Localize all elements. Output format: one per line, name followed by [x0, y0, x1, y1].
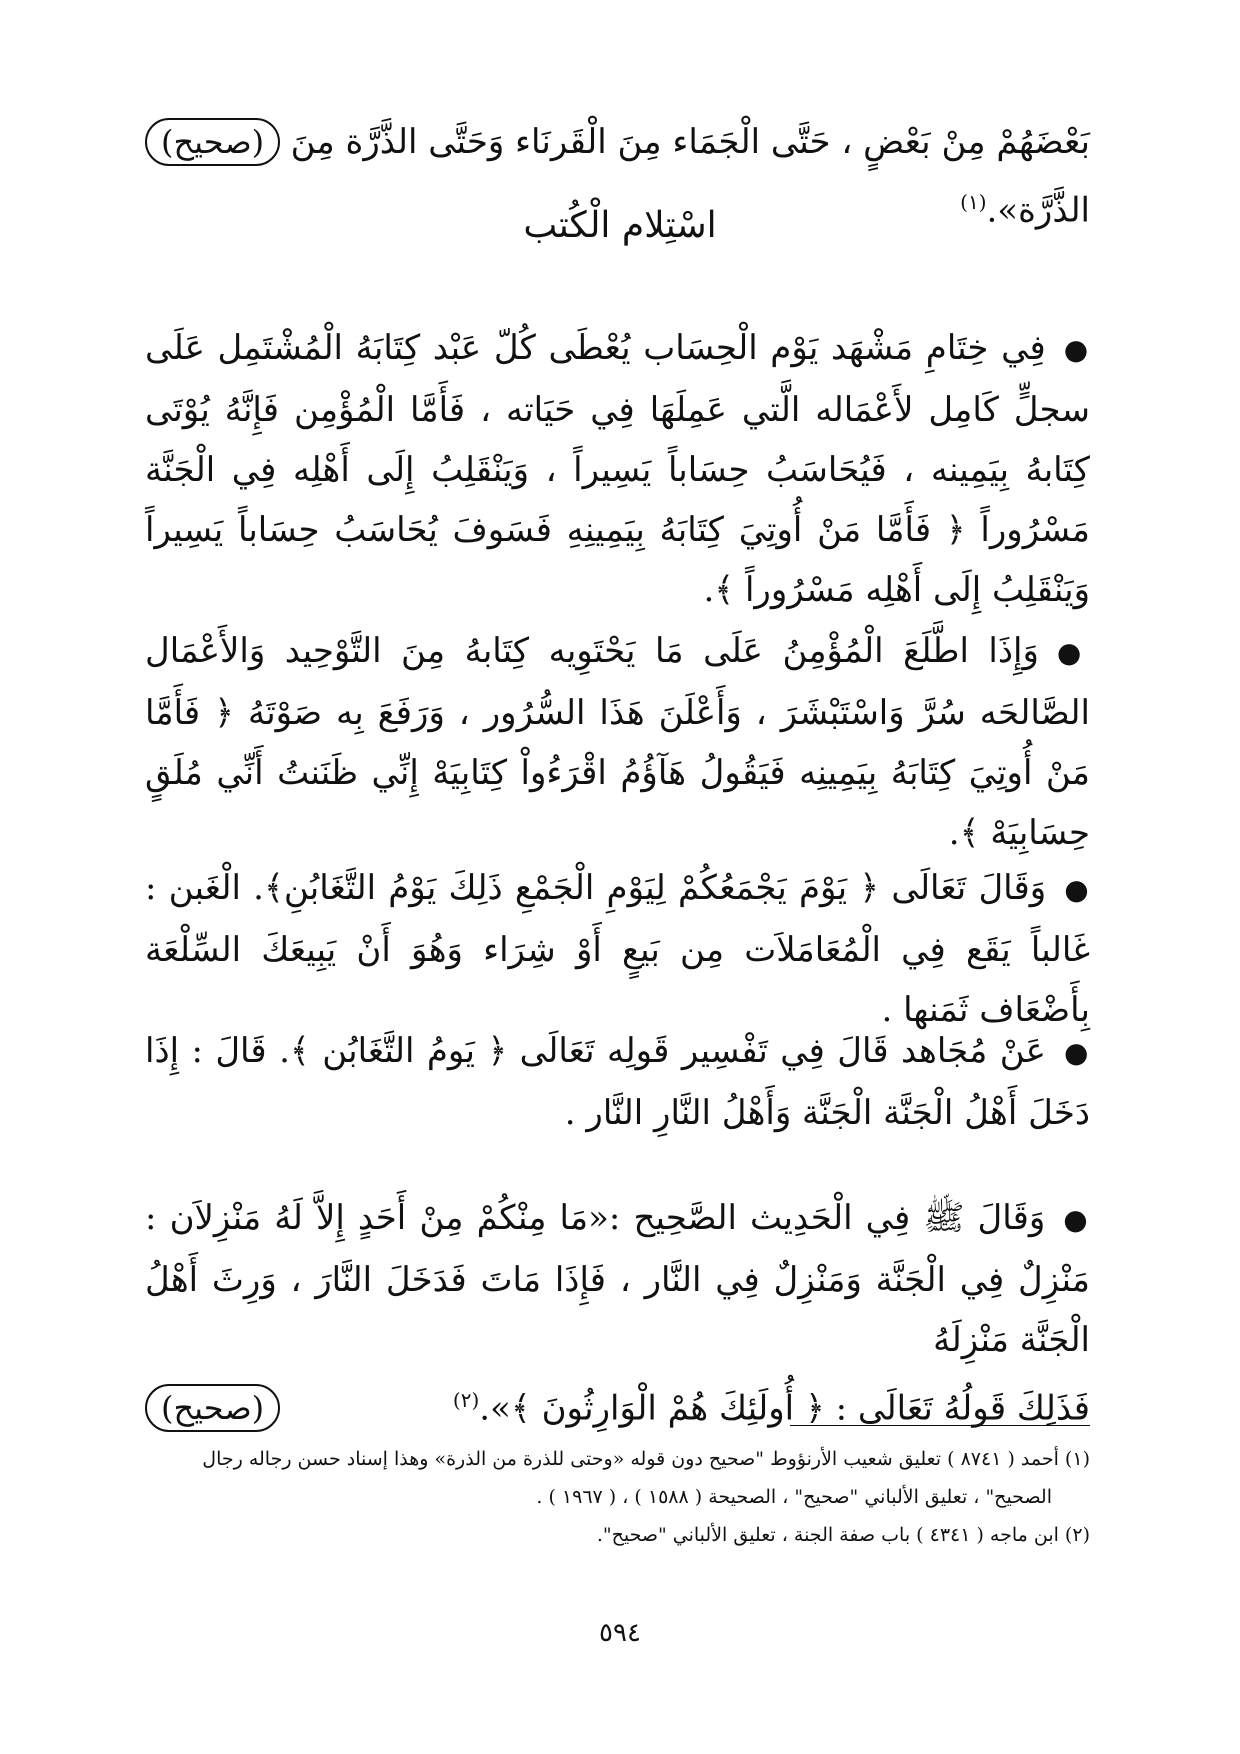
paragraph-5-closing — [453, 1370, 1090, 1438]
paragraph-1 — [145, 318, 1090, 620]
paragraph-3 — [145, 858, 1090, 1040]
bullet-icon: ● — [1063, 333, 1090, 366]
footnote-2: (٢) ابن ماجه ( ٤٣٤١ ) باب صفة الجنة ، تعليق الألباني "صحيح". — [596, 1524, 1090, 1546]
footnotes — [145, 1440, 1090, 1554]
section-title: اسْتِلام الْكُتب — [523, 205, 717, 246]
footnote-ref-1[interactable]: (١) — [960, 190, 987, 214]
paragraph-5-last-line — [145, 1370, 1090, 1438]
paragraph-text: وَقَالَ ﷺ فِي الْحَدِيث الصَّحِيح :«مَا مِنْكُمْ مِنْ أَحَدٍ إِلاَّ لَهُ مَنْزِلاَن : مَنْزِلٌ فِي الْجَنَّة وَمَنْزِلٌ فِي النَّار ، فَإِذَا مَاتَ فَدَخَلَ النَّارَ ، وَرِثَ أَهْلُ الْجَنَّة مَنْزِلَهُ — [145, 1198, 1090, 1360]
footnote-1: (١) أحمد ( ٨٧٤١ ) تعليق شعيب الأرنؤوط "صحيح دون قوله «وحتى للذرة من الذرة» وهذا إسناد حسن رجاله رجال — [202, 1448, 1090, 1470]
paragraph-4 — [145, 1021, 1090, 1143]
paragraph-text: وَإِذَا اطَّلَعَ الْمُؤْمِنُ عَلَى مَا يَحْتَوِيه كِتَابهُ مِنَ التَّوْحِيد وَالأَعْمَال الصَّالحَه سُرَّ وَاسْتَبْشَرَ ، وَأَعْلَنَ هَذَا السُّرُور ، وَرَفَعَ بِه صَوْتَهُ ﴿ فَأَمَّا مَنْ أُوتِيَ كِتَابَهُ بِيَمِينِه فَيَقُولُ هَآؤُمُ اقْرَءُواْ كِتَابِيَهْ إِنِّي ظَنَنتُ أَنِّي مُلَقٍ حِسَابِيَهْ ﴾. — [145, 631, 1090, 853]
page-number: ٥٩٤ — [599, 1618, 641, 1648]
closing-quote: فَذَلِكَ قَولُهُ تَعَالَى : ﴿ أُولَئِكَ هُمْ الْوَارِثُونَ ﴾». — [479, 1388, 1090, 1429]
paragraph-text: وَقَالَ تَعَالَى ﴿ يَوْمَ يَجْمَعُكُمْ لِيَوْمِ الْجَمْعِ ذَلِكَ يَوْمُ التَّغَابُنِ﴾. الْغَبن : غَالباً يَقَع فِي الْمُعَامَلاَت مِن بَيعٍ أَوْ شِرَاء وَهُوَ أَنْ يَبِيعَكَ السِّلْعَة بِأَضْعَاف ثَمَنها . — [145, 868, 1090, 1030]
paragraph-2 — [145, 621, 1090, 863]
paragraph-5 — [145, 1188, 1090, 1438]
bullet-icon: ● — [1056, 636, 1090, 669]
bullet-icon: ● — [1063, 1203, 1091, 1236]
footnote-divider — [790, 1425, 1090, 1426]
footnote-1-continued: الصحيح" ، تعليق الألباني "صحيح" ، الصحيحة ( ١٥٨٨ ) ، ( ١٩٦٧ ) . — [536, 1486, 1052, 1508]
continuation-quote: بَعْضَهُمْ مِنْ بَعْضٍ ، حَتَّى الْجَمَاء مِنَ الْقَرنَاء وَحَتَّى الذَّرَّة مِنَ الذَّرَّة». — [290, 122, 1090, 231]
paragraph-text: عَنْ مُجَاهد قَالَ فِي تَفْسِير قَولِه تَعَالَى ﴿ يَومُ التَّغَابُن ﴾. قَالَ : إِذَا دَخَلَ أَهْلُ الْجَنَّة الْجَنَّة وَأَهْلُ النَّارِ النَّار . — [145, 1031, 1090, 1133]
footnote-ref-2[interactable]: (٢) — [452, 1388, 480, 1412]
grade-badge: (صحيح) — [145, 118, 280, 166]
grade-badge: (صحيح) — [145, 1384, 280, 1432]
bullet-icon: ● — [1063, 1036, 1091, 1069]
bullet-icon: ● — [1064, 873, 1091, 906]
paragraph-text: فِي خِتَامِ مَشْهَد يَوْم الْحِسَاب يُعْطَى كُلّ عَبْد كِتَابَهُ الْمُشْتَمِل عَلَى سجلٍّ كَامِل لأَعْمَاله الَّتي عَمِلَهَا فِي حَيَاته ، فَأَمَّا الْمُؤْمِن فَإِنَّهُ يُوْتَى كِتَابهُ بِيَمِينه ، فَيُحَاسَبُ حِسَاباً يَسِيراً ، وَيَنْقَلِبُ إِلَى أَهْلِه فِي الْجَنَّة مَسْرُوراً ﴿ فَأَمَّا مَنْ أُوتِيَ كِتَابَهُ بِيَمِينِهِ فَسَوفَ يُحَاسَبُ حِسَاباً يَسِيراً وَيَنْقَلِبُ إِلَى أَهْلِه مَسْرُوراً ﴾. — [145, 328, 1090, 610]
